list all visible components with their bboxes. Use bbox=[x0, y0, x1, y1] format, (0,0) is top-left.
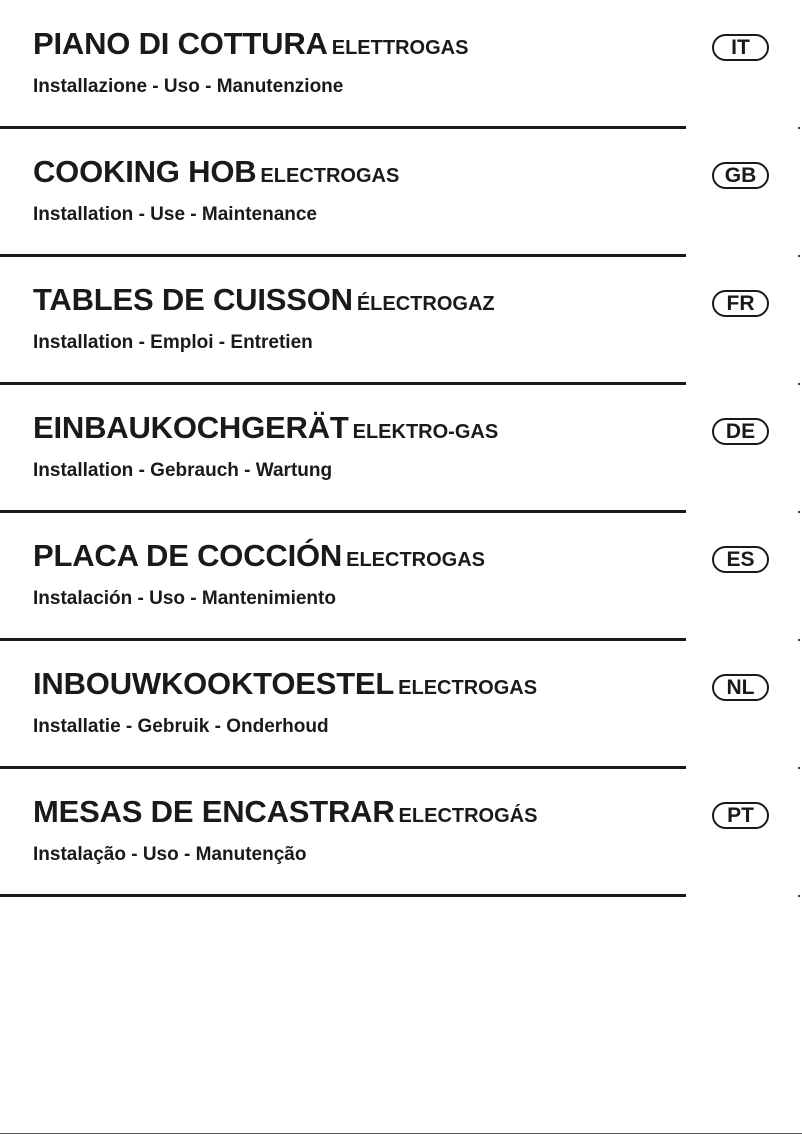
language-badge: FR bbox=[712, 290, 769, 317]
edge-mark bbox=[798, 895, 800, 897]
product-type: ELETTROGAS bbox=[331, 37, 469, 59]
section-subtitle: Installazione - Uso - Manutenzione bbox=[33, 76, 344, 97]
section-subtitle: Installatie - Gebruik - Onderhoud bbox=[33, 716, 329, 737]
product-title: TABLES DE CUISSON bbox=[33, 282, 353, 317]
product-type: ELECTROGAS bbox=[346, 549, 486, 571]
section-divider bbox=[0, 894, 686, 897]
product-type: ÉLECTROGAZ bbox=[356, 293, 495, 315]
product-title: EINBAUKOCHGERÄT bbox=[33, 410, 349, 445]
page-bottom-edge bbox=[0, 1133, 802, 1134]
product-type: ELECTROGÁS bbox=[398, 805, 538, 827]
section-title bbox=[33, 28, 468, 59]
product-type: ELEKTRO-GAS bbox=[352, 421, 499, 443]
product-type: ELECTROGAS bbox=[398, 677, 538, 699]
language-section-de bbox=[0, 384, 802, 512]
section-subtitle: Instalación - Uso - Mantenimiento bbox=[33, 588, 336, 609]
language-badge: NL bbox=[712, 674, 769, 701]
section-subtitle: Installation - Emploi - Entretien bbox=[33, 332, 313, 353]
language-badge: GB bbox=[712, 162, 769, 189]
product-type: ELECTROGAS bbox=[260, 165, 400, 187]
section-title bbox=[33, 156, 399, 187]
section-subtitle: Instalação - Uso - Manutenção bbox=[33, 844, 307, 865]
section-title bbox=[33, 540, 485, 571]
language-section-gb bbox=[0, 128, 802, 256]
language-badge: IT bbox=[712, 34, 769, 61]
section-title bbox=[33, 668, 537, 699]
language-section-nl bbox=[0, 640, 802, 768]
language-section-fr bbox=[0, 256, 802, 384]
language-badge: DE bbox=[712, 418, 769, 445]
language-section-pt bbox=[0, 768, 802, 896]
product-title: PIANO DI COTTURA bbox=[33, 26, 328, 61]
language-badge: PT bbox=[712, 802, 769, 829]
product-title: MESAS DE ENCASTRAR bbox=[33, 794, 395, 829]
language-badge: ES bbox=[712, 546, 769, 573]
section-title bbox=[33, 284, 495, 315]
product-title: COOKING HOB bbox=[33, 154, 257, 189]
language-section-it bbox=[0, 0, 802, 128]
product-title: PLACA DE COCCIÓN bbox=[33, 538, 343, 573]
section-title bbox=[33, 412, 498, 443]
section-subtitle: Installation - Use - Maintenance bbox=[33, 204, 317, 225]
product-title: INBOUWKOOKTOESTEL bbox=[33, 666, 395, 701]
section-title bbox=[33, 796, 537, 827]
language-section-es bbox=[0, 512, 802, 640]
section-subtitle: Installation - Gebrauch - Wartung bbox=[33, 460, 333, 481]
